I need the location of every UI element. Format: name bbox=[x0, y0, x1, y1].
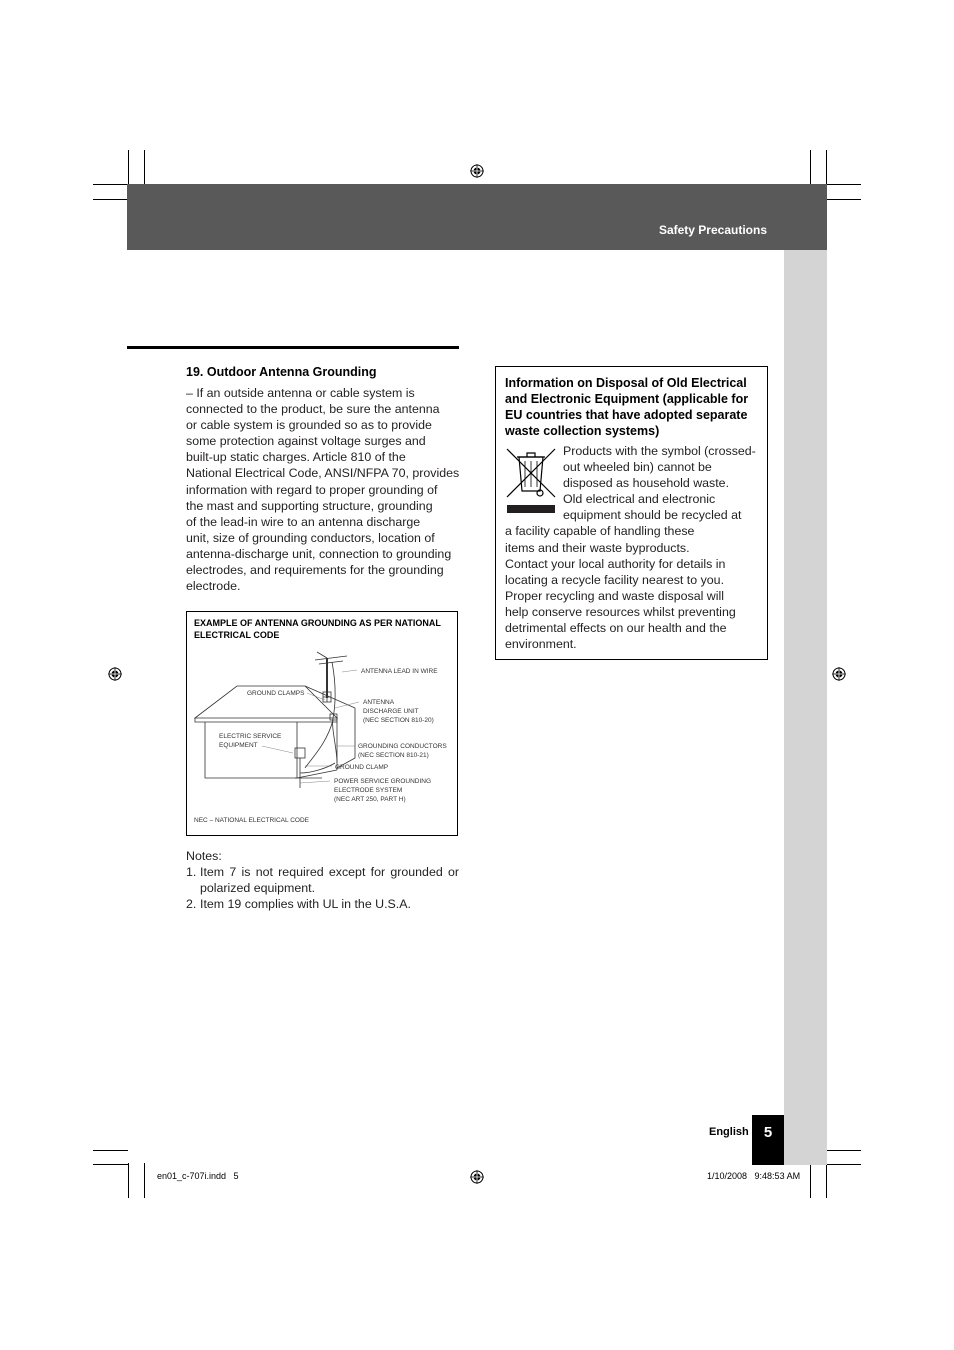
grounding-conductors-label bbox=[358, 742, 447, 760]
note-text: Item 19 complies with UL in the U.S.A. bbox=[200, 897, 411, 912]
crop-mark bbox=[827, 184, 861, 185]
label-line: POWER SERVICE GROUNDING bbox=[334, 778, 432, 785]
section-title: 19. Outdoor Antenna Grounding bbox=[186, 365, 377, 379]
ground-clamp-label: GROUND CLAMP bbox=[335, 764, 389, 771]
text-line: National Electrical Code, ANSI/NFPA 70, provides bbox=[186, 466, 460, 481]
text-line: items and their waste byproducts. bbox=[505, 540, 690, 555]
text-line: information with regard to proper grounding of bbox=[186, 482, 438, 497]
label-line: ANTENNA bbox=[363, 699, 395, 706]
text-line: locating a recycle facility nearest to you. bbox=[505, 572, 725, 587]
crop-mark bbox=[827, 1150, 861, 1151]
label-line: (NEC ART 250, PART H) bbox=[334, 796, 406, 803]
header-bar bbox=[127, 184, 827, 250]
text-line: – If an outside antenna or cable system is bbox=[186, 386, 415, 400]
antenna-lead-label: ANTENNA LEAD IN WIRE bbox=[361, 668, 438, 675]
text-line: a facility capable of handling these bbox=[505, 524, 695, 539]
label-line: EQUIPMENT bbox=[219, 742, 258, 749]
crop-mark bbox=[93, 1164, 128, 1165]
diagram-footnote: NEC – NATIONAL ELECTRICAL CODE bbox=[194, 817, 309, 824]
crop-mark bbox=[826, 1163, 827, 1198]
registration-mark-icon bbox=[832, 667, 846, 681]
crop-mark bbox=[93, 199, 128, 200]
text-line: antenna-discharge unit, connection to grounding bbox=[186, 546, 452, 561]
crop-mark bbox=[810, 1163, 811, 1198]
power-service-label bbox=[334, 777, 431, 804]
section-paragraph bbox=[186, 385, 462, 594]
antenna-grounding-diagram bbox=[186, 611, 458, 836]
registration-mark-icon bbox=[108, 667, 122, 681]
label-line: GROUNDING CONDUCTORS bbox=[358, 743, 447, 750]
discharge-unit-label bbox=[363, 698, 434, 725]
print-timestamp: 1/10/2008 9:48:53 AM bbox=[707, 1171, 801, 1181]
notes-heading: Notes: bbox=[186, 849, 222, 863]
text-line: Proper recycling and waste disposal will bbox=[505, 588, 725, 603]
notes-block bbox=[186, 848, 459, 912]
text-line: electrode. bbox=[186, 579, 241, 594]
text-line: detrimental effects on our health and the bbox=[505, 621, 727, 636]
crop-mark bbox=[810, 150, 811, 185]
crop-mark bbox=[93, 1150, 128, 1151]
page-section-title: Safety Precautions bbox=[658, 223, 767, 237]
note-number: 1. bbox=[186, 865, 197, 880]
page-number: 5 bbox=[752, 1115, 784, 1165]
label-line: ELECTRIC SERVICE bbox=[219, 733, 282, 740]
crop-mark bbox=[827, 199, 861, 200]
text-line: disposed as household waste. bbox=[563, 476, 730, 491]
note-number: 2. bbox=[186, 897, 197, 912]
text-line: some protection against voltage surges and bbox=[186, 434, 426, 449]
text-line: out wheeled bin) cannot be bbox=[563, 460, 712, 475]
side-strip bbox=[784, 250, 827, 1165]
electric-service-label bbox=[219, 732, 281, 750]
diagram-title: EXAMPLE OF ANTENNA GROUNDING AS PER NATIONAL ELECTRICAL CODE bbox=[194, 618, 441, 640]
section-rule bbox=[127, 346, 459, 349]
text-line: Old electrical and electronic bbox=[563, 492, 716, 507]
crop-mark bbox=[93, 184, 128, 185]
text-line: connected to the product, be sure the antenna bbox=[186, 402, 440, 417]
registration-mark-icon bbox=[470, 1170, 484, 1184]
text-line: equipment should be recycled at bbox=[563, 508, 742, 523]
crop-mark bbox=[826, 150, 827, 185]
label-line: DISCHARGE UNIT bbox=[363, 708, 419, 715]
label-line: (NEC SECTION 810-20) bbox=[363, 717, 434, 724]
text-line: the mast and supporting structure, grounding bbox=[186, 498, 433, 513]
note-item bbox=[186, 896, 459, 912]
ground-clamps-label: GROUND CLAMPS bbox=[247, 690, 305, 697]
text-line: unit, size of grounding conductors, location of bbox=[186, 530, 435, 545]
label-line: (NEC SECTION 810-21) bbox=[358, 752, 429, 759]
text-line: environment. bbox=[505, 637, 577, 652]
crossed-out-wheeled-bin-icon bbox=[505, 445, 557, 521]
registration-mark-icon bbox=[470, 164, 484, 178]
text-line: electrodes, and requirements for the grounding bbox=[186, 563, 444, 578]
text-line: or cable system is grounded so as to provide bbox=[186, 418, 432, 433]
crop-mark bbox=[144, 1163, 145, 1198]
disposal-title: Information on Disposal of Old Electrical and Electronic Equipment (applicable for EU countries that have adopted separate waste collection systems) bbox=[505, 376, 749, 438]
text-line: help conserve resources whilst preventing bbox=[505, 604, 736, 619]
text-line: of the lead-in wire to an antenna discharge bbox=[186, 514, 421, 529]
crop-mark bbox=[128, 1163, 129, 1198]
note-text: Item 7 is not required except for grounded or polarized equipment. bbox=[200, 865, 459, 896]
label-line: ELECTRODE SYSTEM bbox=[334, 787, 403, 794]
crop-mark bbox=[827, 1164, 861, 1165]
note-item bbox=[186, 864, 459, 896]
text-line: Products with the symbol (crossed- bbox=[563, 444, 756, 458]
file-slug: en01_c-707i.indd 5 bbox=[157, 1171, 239, 1181]
crop-mark bbox=[128, 150, 129, 185]
disposal-info-box bbox=[495, 366, 768, 660]
language-label: English bbox=[709, 1126, 749, 1138]
disposal-body bbox=[505, 443, 758, 652]
text-line: built-up static charges. Article 810 of the bbox=[186, 450, 406, 465]
crop-mark bbox=[144, 150, 145, 185]
text-line: Contact your local authority for details in bbox=[505, 556, 726, 571]
